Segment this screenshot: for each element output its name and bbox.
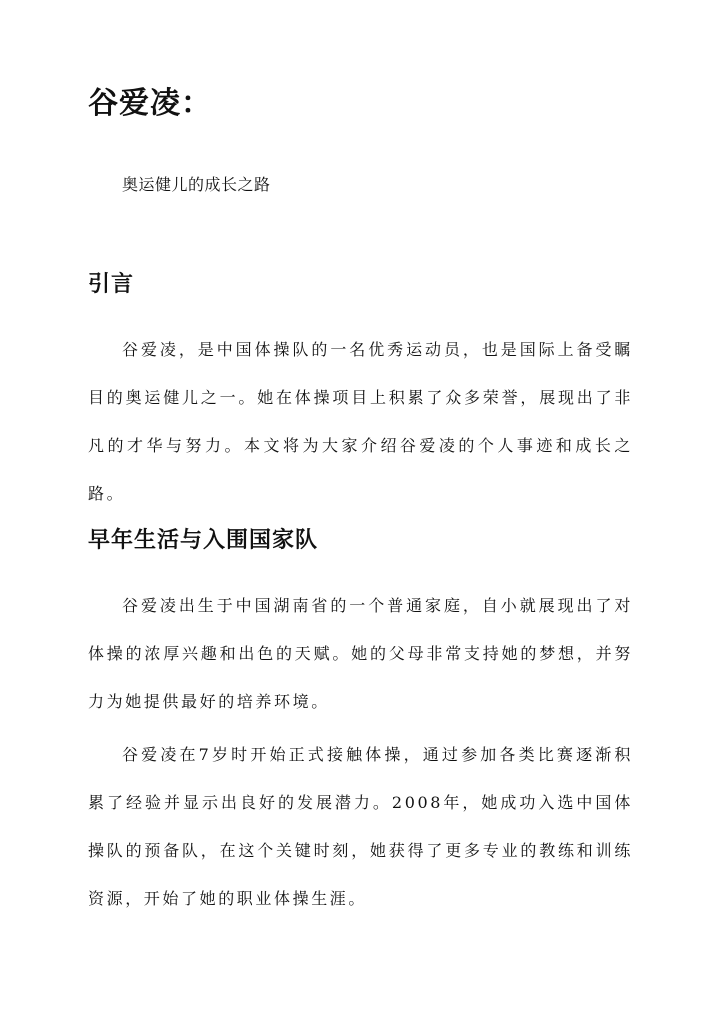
section-heading-intro: 引言 <box>88 271 135 297</box>
section-heading-early-life: 早年生活与入围国家队 <box>88 527 319 553</box>
early-life-paragraph-2: 谷爱凌在7岁时开始正式接触体操，通过参加各类比赛逐渐积累了经验并显示出良好的发展潜力。2008年，她成功入选中国体操队的预备队，在这个关键时刻，她获得了更多专业的教练和训练资源，开始了她的职业体操生涯。 <box>88 745 633 908</box>
intro-paragraph: 谷爱凌，是中国体操队的一名优秀运动员，也是国际上备受瞩目的奥运健儿之一。她在体操项目上积累了众多荣誉，展现出了非凡的才华与努力。本文将为大家介绍谷爱凌的个人事迹和成长之路。 <box>88 340 633 503</box>
document-title: 谷爱凌： <box>88 86 212 121</box>
document-subtitle: 奥运健儿的成长之路 <box>122 175 271 194</box>
early-life-paragraph-1: 谷爱凌出生于中国湖南省的一个普通家庭，自小就展现出了对体操的浓厚兴趣和出色的天赋。她的父母非常支持她的梦想，并努力为她提供最好的培养环境。 <box>88 596 633 711</box>
